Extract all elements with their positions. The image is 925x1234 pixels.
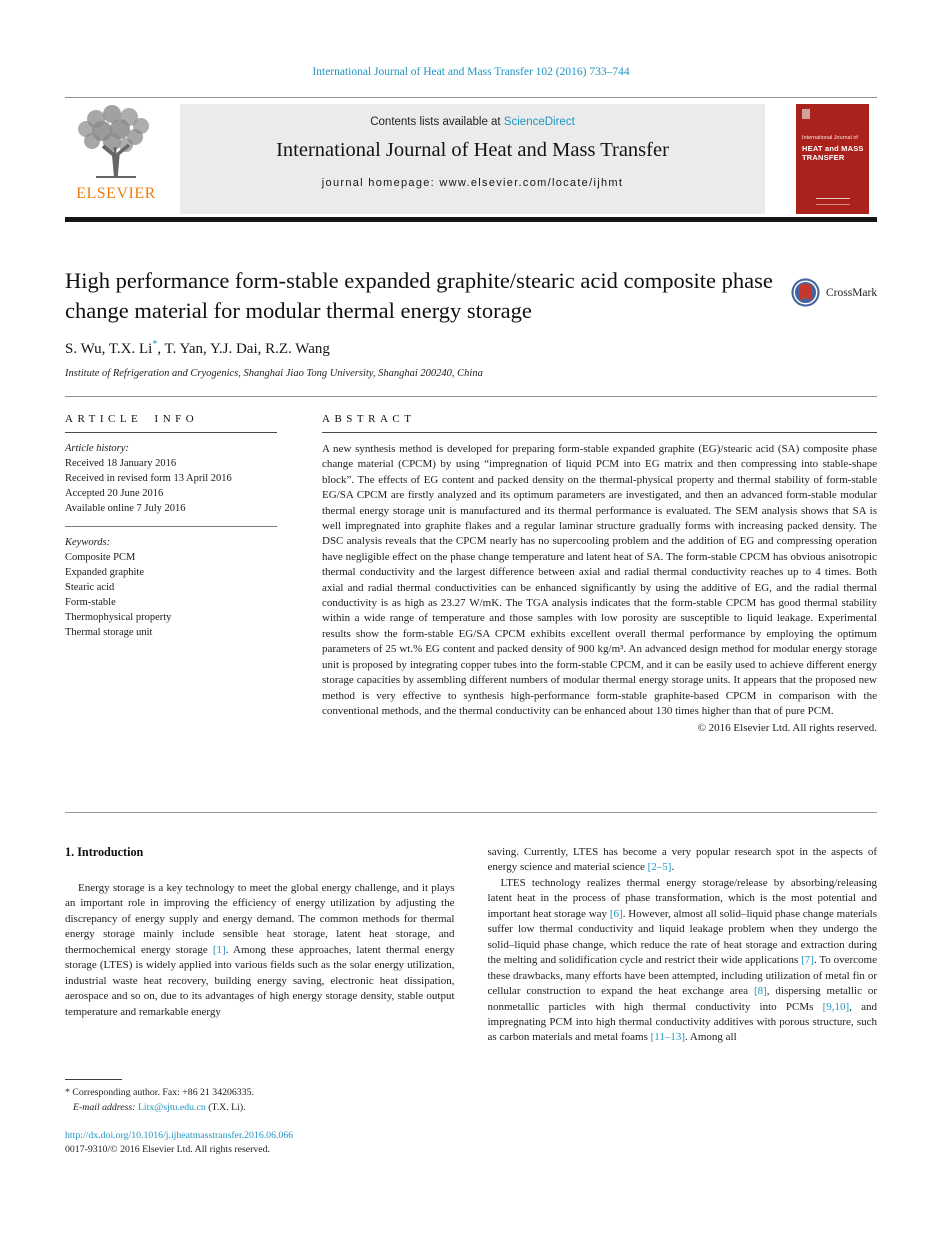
authors-prefix: S. Wu, T.X. Li: [65, 341, 153, 357]
keyword-item: Thermophysical property: [65, 612, 172, 623]
keyword-item: Composite PCM: [65, 552, 136, 563]
citation-link[interactable]: [2–5]: [647, 861, 672, 874]
cover-title-line2: TRANSFER: [802, 153, 845, 162]
abstract-heading: ABSTRACT: [322, 413, 416, 425]
journal-cover-thumbnail: [796, 104, 869, 214]
crossmark-label: CrossMark: [826, 286, 878, 299]
abstract-heading-rule: [322, 432, 877, 433]
introduction-heading: 1. Introduction: [65, 845, 144, 859]
affiliation: Institute of Refrigeration and Cryogenics, Shanghai Jiao Tong University, Shanghai 200240, China: [65, 368, 483, 379]
history-item: Received in revised form 13 April 2016: [65, 473, 232, 484]
author-line: [65, 339, 330, 358]
cover-logo-mark: [802, 109, 810, 119]
citation-link[interactable]: [1]: [212, 943, 226, 956]
sciencedirect-link[interactable]: ScienceDirect: [503, 116, 575, 128]
abstract-section-divider: [65, 812, 877, 813]
email-label: E-mail address:: [73, 1101, 136, 1113]
article-title: High performance form-stable expanded graphite/stearic acid composite phase change material for modular thermal energy storage: [65, 268, 773, 323]
elsevier-wordmark: ELSEVIER: [76, 185, 156, 202]
citation-link[interactable]: [11–13]: [650, 1031, 686, 1044]
journal-header: [65, 104, 877, 214]
journal-homepage-link[interactable]: journal homepage: www.elsevier.com/locate/ijhmt: [321, 177, 624, 189]
footnote-block: [65, 1079, 465, 1115]
citation-link[interactable]: [9,10]: [822, 1000, 850, 1013]
intro-paragraph-right-2: LTES technology realizes thermal energy storage/release by absorbing/releasing latent heat in the process of phase transformation, which is the most potential and important heat storage way [6]. However, almost all solid–liquid phase change materials suffer low thermal conductivity and liquid leakage problem when they undergo the solid–liquid phase change, which reduce the rate of heat storage and extraction during the melting and solidification cycle and restrict their wide applications [7]. To overcome these drawbacks, many efforts have been attempted, including utilization of metal fin or cellular construction to expand the heat exchange area [8], dispersing metallic or nonmetallic particles with high thermal conductivity into PCMs [9,10], and impregnating PCM into high thermal conductivity additives with porous structure, such as carbon materials and metal foams [11–13]. Among all: [487, 876, 878, 1044]
contents-line: [180, 104, 765, 128]
article-info-mid-rule: [65, 526, 277, 527]
affiliation-divider: [65, 396, 877, 397]
elsevier-tree-icon: [72, 105, 160, 179]
contents-prefix: Contents lists available at: [370, 116, 504, 128]
article-info-heading-rule: [65, 432, 277, 433]
crossmark-icon: [789, 276, 822, 309]
article-info-column: [65, 413, 277, 640]
right-column: [488, 845, 878, 1046]
history-item: Accepted 20 June 2016: [65, 488, 164, 499]
cover-title-line1: HEAT and MASS: [802, 144, 864, 153]
cover-footer-mark: [816, 198, 850, 205]
abstract-column: [322, 413, 877, 734]
citation-link[interactable]: [7]: [801, 954, 814, 967]
copyright-line: © 2016 Elsevier Ltd. All rights reserved.: [697, 722, 877, 735]
journal-banner: [180, 104, 765, 214]
doi-link[interactable]: http://dx.doi.org/10.1016/j.ijheatmasstransfer.2016.06.066: [65, 1130, 294, 1141]
intro-paragraph-left: Energy storage is a key technology to meet the global energy challenge, and it plays an important role in improving the efficiency of energy utilization by adjusting the discrepancy of energy supply and energy demand. The common methods for thermal energy storage mainly include sensible heat storage, latent heat storage, and thermochemical energy storage [1]. Among these approaches, latent thermal energy storage (LTES) is widely applied into various fields such as the solar energy utilization, industrial waste heat recovery, building energy saving, electronic heat dissipation, aerospace and so on, due to its advantages of high energy storage density, stable output temperature and remarkable energy: [65, 882, 455, 1018]
header-divider: [65, 97, 877, 98]
cover-journal-kicker: International Journal of: [802, 135, 858, 141]
keywords-label: Keywords:: [65, 537, 111, 548]
keyword-item: Form-stable: [65, 597, 116, 608]
email-link[interactable]: Litx@sjtu.edu.cn: [137, 1101, 206, 1113]
history-item: Received 18 January 2016: [65, 458, 177, 469]
journal-title: International Journal of Heat and Mass Transfer: [276, 139, 669, 161]
keyword-item: Thermal storage unit: [65, 627, 153, 638]
article-history-label: Article history:: [65, 443, 129, 454]
intro-paragraph-right-1: saving. Currently, LTES has become a very popular research spot in the aspects of energy science and material science [2–5].: [487, 846, 877, 874]
email-suffix: (T.X. Li).: [205, 1101, 246, 1113]
introduction-section: [65, 845, 877, 1046]
email-line: [65, 1101, 465, 1116]
keyword-item: Stearic acid: [65, 582, 115, 593]
left-column: [65, 845, 455, 1046]
abstract-text: A new synthesis method is developed for preparing form-stable expanded graphite (EG)/stearic acid (SA) composite phase change material (CPCM) by using “impregnation of liquid PCM into EG matrix and then compressing into stable-shape block”. The effects of EG content and packed density on the thermal-physical property and thermal stability of form-stable EG/SA CPCM are firstly analyzed and its optimum parameters are investigated, and then an advanced form-stable modular thermal energy storage unit is manufactured and its thermal performance is evaluated. The SEM analysis shows that SA is well impregnated into graphite flakes and a regular laminar structure gradually forms with increasing packed density. The DSC analysis reveals that the CPCM nearly has no supercooling problem and the addition of EG and compressing operation have negligible effect on the phase change temperature and latent heat of SA. The form-stable CPCM has obvious anisotropic thermal conductivity and the largest difference between axial and radial thermal conductivity reaches up to 4 times. Both axial and radial thermal conductivities can be enhanced significantly by using the additive of EG, and the radial thermal conductivity is as high as 23.27 W/mK. The TGA analysis indicates that the form-stable CPCM has good thermal stability within a wide range of temperature and those samples with low porosity are susceptible to liquid leakage. Experimental results show the form-stable EG/SA CPCM exhibits excellent overall thermal performance by employing the optimum parameters of 25 wt.% EG content and packed density of 900 kg/m³. An advanced design method for modular energy storage unit is proposed by integrating copper tubes into the form-stable CPCM, and it can be easily used to achieve different energy storage capacities by assembling different numbers of modular thermal energy storage units. It appears that the proposed new method is very effective to synthesis high-performance form-stable graphite-based CPCM in comparison with the conventional methods, and the thermal conductivity can be enhanced about 130 times higher than that of pure PCM.: [322, 443, 877, 717]
keyword-item: Expanded graphite: [65, 567, 145, 578]
citation-link[interactable]: [8]: [753, 985, 767, 998]
history-item: Available online 7 July 2016: [65, 503, 186, 514]
citation-link[interactable]: [6]: [609, 907, 623, 920]
corresponding-author-note: * Corresponding author. Fax: +86 21 34206335.: [65, 1087, 254, 1098]
article-info-heading: ARTICLE INFO: [65, 413, 199, 425]
page-header-citation[interactable]: International Journal of Heat and Mass Transfer 102 (2016) 733–744: [312, 66, 630, 78]
elsevier-logo[interactable]: [65, 105, 167, 214]
crossmark-badge[interactable]: [789, 276, 879, 309]
issn-copyright-line: 0017-9310/© 2016 Elsevier Ltd. All rights reserved.: [65, 1144, 270, 1155]
footnote-rule: [65, 1079, 122, 1080]
corresponding-author-asterisk[interactable]: *: [152, 339, 158, 350]
authors-suffix: , T. Yan, Y.J. Dai, R.Z. Wang: [157, 341, 330, 357]
heavy-divider: [65, 217, 877, 222]
